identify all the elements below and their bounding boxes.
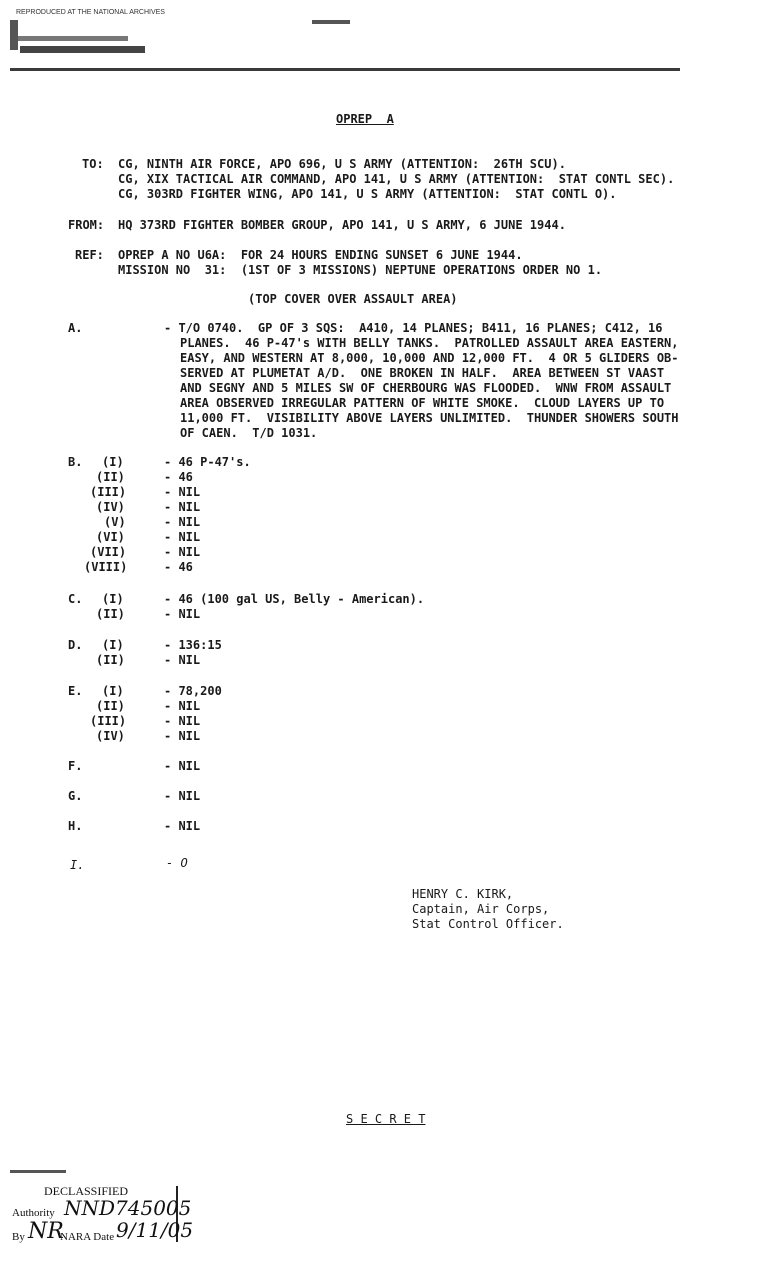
sub-value: - 46 bbox=[164, 560, 193, 574]
section-f-label: F. bbox=[68, 759, 83, 773]
sub-item: (II) bbox=[96, 607, 125, 621]
sub-item: (II) bbox=[96, 699, 125, 713]
scan-artifact bbox=[312, 20, 350, 24]
sub-item: (I) bbox=[102, 455, 124, 469]
authority-value: NND745005 bbox=[64, 1196, 192, 1220]
ref-line: OPREP A NO U6A: FOR 24 HOURS ENDING SUNSET 6 JUNE 1944. bbox=[118, 248, 523, 262]
scan-artifact bbox=[20, 46, 145, 53]
sub-value: - NIL bbox=[164, 714, 201, 728]
section-g-label: G. bbox=[68, 789, 83, 803]
section-a-line: OF CAEN. T/D 1031. bbox=[180, 426, 318, 440]
page-title: OPREP A bbox=[336, 112, 394, 126]
to-label: TO: bbox=[82, 157, 104, 171]
sub-value: - NIL bbox=[164, 699, 201, 713]
scan-artifact bbox=[10, 20, 18, 50]
sub-item: (V) bbox=[104, 515, 126, 529]
sub-value: - NIL bbox=[164, 545, 201, 559]
section-g-value: - NIL bbox=[164, 789, 201, 803]
classification-marking: S E C R E T bbox=[346, 1112, 426, 1126]
ref-label: REF: bbox=[75, 248, 104, 262]
sub-item: (II) bbox=[96, 470, 125, 484]
sub-item: (VII) bbox=[90, 545, 127, 559]
section-i-value: - O bbox=[166, 856, 188, 870]
sub-value: - NIL bbox=[164, 500, 201, 514]
ref-line: MISSION NO 31: (1ST OF 3 MISSIONS) NEPTUNE OPERATIONS ORDER NO 1. bbox=[118, 263, 603, 277]
sub-item: (IV) bbox=[96, 500, 125, 514]
sub-item: (I) bbox=[102, 592, 124, 606]
ref-subtitle: (TOP COVER OVER ASSAULT AREA) bbox=[248, 292, 458, 306]
section-i-label: I. bbox=[70, 858, 85, 872]
sub-item: (III) bbox=[90, 714, 127, 728]
to-line: CG, 303RD FIGHTER WING, APO 141, U S ARMY (ATTENTION: STAT CONTL O). bbox=[118, 187, 617, 201]
section-c-label: C. bbox=[68, 592, 83, 606]
section-h-label: H. bbox=[68, 819, 83, 833]
sub-item: (I) bbox=[102, 638, 124, 652]
section-d-label: D. bbox=[68, 638, 83, 652]
sub-value: - NIL bbox=[164, 515, 201, 529]
section-a-line: 11,000 FT. VISIBILITY ABOVE LAYERS UNLIMITED. THUNDER SHOWERS SOUTH bbox=[180, 411, 679, 425]
scan-artifact bbox=[18, 36, 128, 41]
by-value: NR bbox=[28, 1219, 64, 1244]
section-a-line: AREA OBSERVED IRREGULAR PATTERN OF WHITE SMOKE. CLOUD LAYERS UP TO bbox=[180, 396, 665, 410]
scan-artifact bbox=[10, 1170, 66, 1173]
section-b-label: B. bbox=[68, 455, 83, 469]
section-a-line: EASY, AND WESTERN AT 8,000, 10,000 AND 12,000 FT. 4 OR 5 GLIDERS OB- bbox=[180, 351, 679, 365]
sub-value: - NIL bbox=[164, 653, 201, 667]
sub-item: (II) bbox=[96, 653, 125, 667]
archive-label: REPRODUCED AT THE NATIONAL ARCHIVES bbox=[16, 9, 165, 16]
section-h-value: - NIL bbox=[164, 819, 201, 833]
sub-value: - 136:15 bbox=[164, 638, 222, 652]
sub-item: (IV) bbox=[96, 729, 125, 743]
from-label: FROM: bbox=[68, 218, 105, 232]
sub-item: (VIII) bbox=[84, 560, 128, 574]
section-a-label: A. bbox=[68, 321, 83, 335]
sub-item: (I) bbox=[102, 684, 124, 698]
sub-value: - 46 bbox=[164, 470, 193, 484]
section-a-line: - T/O 0740. GP OF 3 SQS: A410, 14 PLANES; B411, 16 PLANES; C412, 16 bbox=[164, 321, 663, 335]
authority-label: Authority bbox=[12, 1207, 55, 1219]
scan-rule bbox=[10, 68, 680, 71]
sub-value: - NIL bbox=[164, 530, 201, 544]
date-value: 9/11/05 bbox=[116, 1218, 194, 1242]
sub-value: - NIL bbox=[164, 729, 201, 743]
section-f-value: - NIL bbox=[164, 759, 201, 773]
section-a-line: PLANES. 46 P-47's WITH BELLY TANKS. PATROLLED ASSAULT AREA EASTERN, bbox=[180, 336, 679, 350]
sub-value: - NIL bbox=[164, 485, 201, 499]
from-text: HQ 373RD FIGHTER BOMBER GROUP, APO 141, U S ARMY, 6 JUNE 1944. bbox=[118, 218, 566, 232]
section-a-line: AND SEGNY AND 5 MILES SW OF CHERBOURG WAS FLOODED. WNW FROM ASSAULT bbox=[180, 381, 672, 395]
sub-value: - 78,200 bbox=[164, 684, 222, 698]
declassified-title: DECLASSIFIED bbox=[44, 1184, 129, 1198]
to-line: CG, NINTH AIR FORCE, APO 696, U S ARMY (ATTENTION: 26TH SCU). bbox=[118, 157, 566, 171]
to-line: CG, XIX TACTICAL AIR COMMAND, APO 141, U S ARMY (ATTENTION: STAT CONTL SEC). bbox=[118, 172, 675, 186]
sub-item: (VI) bbox=[96, 530, 125, 544]
section-e-label: E. bbox=[68, 684, 83, 698]
signature-name: HENRY C. KIRK, bbox=[412, 887, 514, 901]
sub-value: - NIL bbox=[164, 607, 201, 621]
nara-date-label: NARA Date bbox=[60, 1231, 115, 1243]
sub-value: - 46 P-47's. bbox=[164, 455, 251, 469]
signature-title: Captain, Air Corps, bbox=[412, 902, 550, 916]
section-a-line: SERVED AT PLUMETAT A/D. ONE BROKEN IN HALF. AREA BETWEEN ST VAAST bbox=[180, 366, 665, 380]
sub-value: - 46 (100 gal US, Belly - American). bbox=[164, 592, 425, 606]
signature-office: Stat Control Officer. bbox=[412, 917, 564, 931]
sub-item: (III) bbox=[90, 485, 127, 499]
by-label: By bbox=[12, 1231, 25, 1243]
